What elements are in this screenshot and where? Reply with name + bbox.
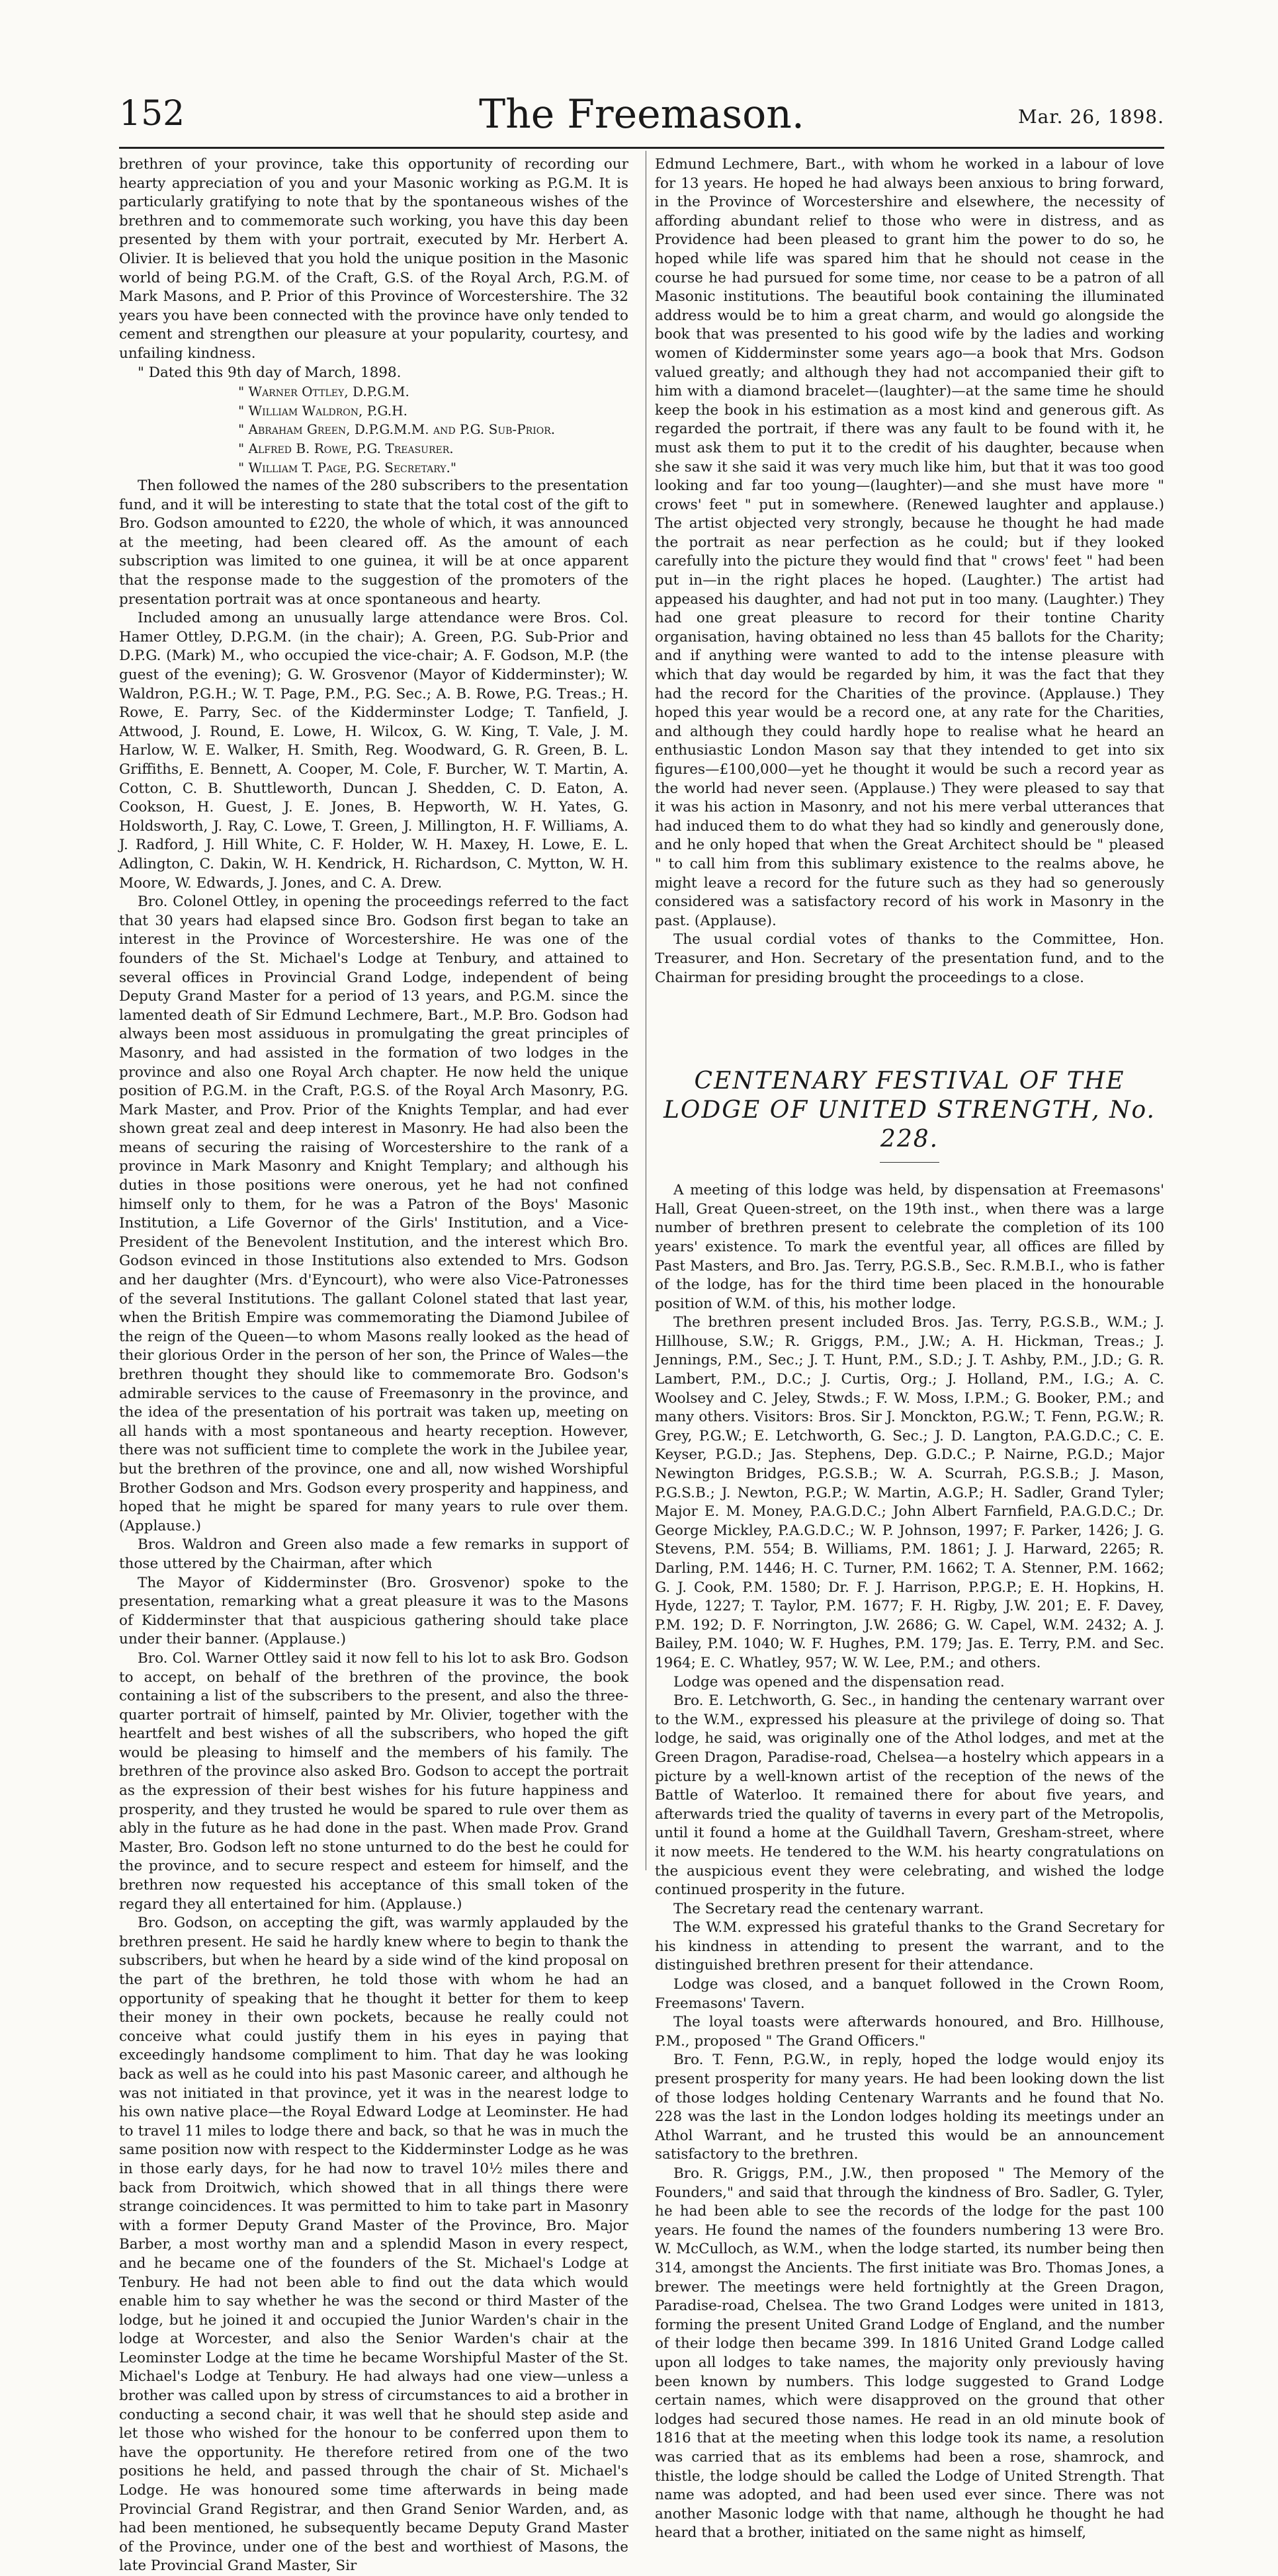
paragraph: Bro. Colonel Ottley, in opening the proceedings referred to the fact that 30 years had elapsed since Bro. Godson first began to take an interest in the Province of Worcestershire. He was one of the founders of the St. Michael's Lodge at Tenbury, and attained to several offices in Provincial Grand Lodge, independent of being Deputy Grand Master for a period of 13 years, and P.G.M. since the lamented death of Sir Edmund Lechmere, Bart., M.P. Bro. Godson had always been most assiduous in promulgating the great principles of Masonry, and had assisted in the formation of two lodges in the province and also one Royal Arch chapter. He now held the unique position of P.G.M. in the Craft, P.G.S. of the Royal Arch Masonry, P.G. Mark Master, and Prov. Prior of the Knights Templar, and had ever shown great zeal and deep interest in Masonry. He had also been the means of securing the raising of Worcestershire to the rank of a province in Mark Masonry and Knight Templary; and although his duties in those positions were onerous, yet he had not confined himself only to them, for he was a Patron of the Boys' Masonic Institution, a Life Governor of the Girls' Institution, and a Vice-President of the Benevolent Institution, and the interest which Bro. Godson evinced in those Institutions also extended to Mrs. Godson and her daughter (Mrs. d'Eyncourt), who were also Vice-Patronesses of the several Institutions. The gallant Colonel stated that last year, when the British Empire was commemorating the Diamond Jubilee of the reign of the Queen—to whom Masons really looked as the head of their glorious Order in the person of her son, the Prince of Wales—the brethren thought they should like to commemorate Bro. Godson's admirable services to the cause of Freemasonry in the province, and the idea of the presentation of his portrait was taken up, meeting on all hands with a most spontaneous and hearty reception. However, there was not sufficient time to complete the work in the Jubilee year, but the brethren of the province, one and all, now wished Worshipful Brother Godson and Mrs. Godson every prosperity and happiness, and hoped that he might be spared for many years to rule over them. (Applause.) bbox=[119, 893, 628, 1534]
paragraph: Bro. Godson, on accepting the gift, was warmly applauded by the brethren present. He said he hardly knew where to begin to thank the subscribers, but when he heard by a side wind of the kind proposal on the part of the brethren, he told those with whom he had an opportunity of speaking that he thought it better for them to keep their money in their own pockets, because he really could not conceive what could justify them in his eyes in paying that exceedingly handsome compliment to him. That day he was looking back as well as he could into his past Masonic career, and although he was not initiated in that province, yet it was in the nearest lodge to his own native place—the Royal Edward Lodge at Leominster. He had to travel 11 miles to lodge there and back, so that he was in much the same position now with respect to the Kidderminster Lodge as he was in those early days, for he had now to travel 10½ miles there and back from Droitwich, which showed that in all things there were strange coincidences. It was permitted to him to take part in Masonry with a former Deputy Grand Master of the Province, Bro. Major Barber, a most worthy man and a splendid Mason in every respect, and he became one of the founders of the St. Michael's Lodge at Tenbury. He had not been able to find out the data which would enable him to say whether he was the second or third Master of the lodge, but he joined it and occupied the Junior Warden's chair in the lodge at Worcester, and also the Senior Warden's chair at the Leominster Lodge at the time he became Worshipful Master of the St. Michael's Lodge at Tenbury. He had always had one view—unless a brother was called upon by stress of circumstances to aid a brother in conducting a second chair, it was well that he should step aside and let those who wished for the honour to be conferred upon them to have the opportunity. He therefore retired from one of the two positions he held, and passed through the chair of St. Michael's Lodge. He was honoured some time afterwards in being made Provincial Grand Registrar, and then Grand Senior Warden, and, as had been mentioned, he subsequently became Deputy Grand Master of the Province, under one of the best and worthiest of Masons, the late Provincial Grand Master, Sir bbox=[119, 1915, 628, 2575]
paragraph: A meeting of this lodge was held, by dispensation at Freemasons' Hall, Great Queen-street, on the 19th inst., when there was a large number of brethren present to celebrate the completion of its 100 years' existence. To mark the eventful year, all offices are filled by Past Masters, and Bro. Jas. Terry, P.G.S.B., Sec. R.M.B.I., who is father of the lodge, has for the third time been placed in the honourable position of W.M. of this, his mother lodge. bbox=[655, 1182, 1164, 1312]
paragraph: The brethren present included Bros. Jas. Terry, P.G.S.B., W.M.; J. Hillhouse, S.W.; R. Griggs, P.M., J.W.; A. H. Hickman, Treas.; J. Jennings, P.M., Sec.; J. T. Hunt, P.M., S.D.; J. T. Ashby, P.M., J.D.; G. R. Lambert, P.M., D.C.; J. Curtis, Org.; J. Holland, P.M., I.G.; A. C. Woolsey and C. Jeley, Stwds.; F. W. Moss, I.P.M.; G. Booker, P.M.; and many others. Visitors: Bros. Sir J. Monckton, P.G.W.; T. Fenn, P.G.W.; R. Grey, P.G.W.; E. Letchworth, G. Sec.; J. D. Langton, P.A.G.D.C.; C. E. Keyser, P.G.D.; Jas. Stephens, Dep. G.D.C.; P. Nairne, P.G.D.; Major Newington Bridges, P.G.S.B.; W. A. Scurrah, P.G.S.B.; J. Mason, P.G.S.B.; J. Newton, P.G.P.; W. Martin, A.G.P.; H. Sadler, Grand Tyler; Major E. M. Money, P.A.G.D.C.; John Albert Farnfield, P.A.G.D.C.; Dr. George Mickley, P.A.G.D.C.; W. P. Johnson, 1997; F. Parker, 1426; J. G. Stevens, P.M. 554; B. Williams, P.M. 1861; J. J. Harward, 2265; R. Darling, P.M. 1446; H. C. Turner, P.M. 1662; T. A. Stenner, P.M. 1662; G. J. Cook, P.M. 1580; Dr. F. J. Harrison, P.P.G.P.; E. H. Hopkins, H. Hyde, 1227; T. Taylor, P.M. 1677; F. H. Rigby, J.W. 201; E. F. Davey, P.M. 192; D. F. Norrington, J.W. 2686; G. W. Capel, W.M. 2432; A. J. Bailey, P.M. 1040; W. F. Hughes, P.M. 179; Jas. E. Terry, P.M. and Sec. 1964; E. C. Whatley, 957; W. W. Lee, P.M.; and others. bbox=[655, 1314, 1164, 1671]
paragraph: Bro. E. Letchworth, G. Sec., in handing the centenary warrant over to the W.M., expressed his pleasure at the privilege of doing so. That lodge, he said, was originally one of the Athol lodges, and met at the Green Dragon, Paradise-road, Chelsea—a hostelry which appears in a picture by a well-known artist of the reception of the news of the Battle of Waterloo. It remained there for about five years, and afterwards tried the quality of taverns in every part of the Metropolis, until it found a home at the Guildhall Tavern, Gresham-street, where it now meets. He tendered to the W.M. his hearty congratulations on the auspicious event they were celebrating, and wished the lodge continued prosperity in the future. bbox=[655, 1692, 1164, 1899]
paragraph: Included among an unusually large attendance were Bros. Col. Hamer Ottley, D.P.G.M. (in the chair); A. Green, P.G. Sub-Prior and D.P.G. (Mark) M., who occupied the vice-chair; A. F. Godson, M.P. (the guest of the evening); G. W. Grosvenor (Mayor of Kidderminster); W. Waldron, P.G.H.; W. T. Page, P.M., P.G. Sec.; A. B. Rowe, P.G. Treas.; H. Rowe, E. Parry, Sec. of the Kidderminster Lodge; T. Tanfield, J. Attwood, J. Round, E. Lowe, H. Wilcox, G. W. King, T. Vale, J. M. Harlow, W. E. Walker, H. Smith, Reg. Woodward, G. R. Green, B. L. Griffiths, E. Bennett, A. Cooper, M. Cole, F. Burcher, W. T. Martin, A. Cotton, C. B. Shuttleworth, Duncan J. Shedden, C. D. Eaton, A. Cookson, H. Guest, J. E. Jones, B. Hepworth, W. H. Yates, G. Holdsworth, J. Ray, C. Lowe, T. Green, J. Millington, H. F. Williams, A. J. Radford, J. Hill White, C. F. Holder, W. H. Maxey, H. Lowe, E. L. Adlington, C. Dakin, W. H. Kendrick, H. Richardson, C. Mytton, W. H. Moore, W. Edwards, J. Jones, and C. A. Drew. bbox=[119, 610, 628, 892]
signature-line: " Alfred B. Rowe, P.G. Treasurer. bbox=[238, 440, 454, 456]
paragraph: The W.M. expressed his grateful thanks to the Grand Secretary for his kindness in attending to present the warrant, and to the distinguished brethren present for their attendance. bbox=[655, 1919, 1164, 1974]
right-column bbox=[655, 155, 1164, 2542]
paragraph: Then followed the names of the 280 subscribers to the presentation fund, and it will be interesting to state that the total cost of the gift to Bro. Godson amounted to £220, the whole of which, it was announced at the meeting, had been cleared off. As the amount of each subscription was limited to one guinea, it will be at once apparent that the response made to the suggestion of the promoters of the presentation portrait was at once spontaneous and hearty. bbox=[119, 478, 628, 608]
article-heading: CENTENARY FESTIVAL OF THE LODGE OF UNITED STRENGTH, No. 228. bbox=[663, 1067, 1156, 1153]
paragraph: The Mayor of Kidderminster (Bro. Grosvenor) spoke to the presentation, remarking what a great pleasure it was to the Masons of Kidderminster that that auspicious gathering should take place under their banner. (Applause.) bbox=[119, 1574, 628, 1648]
paragraph: Bros. Waldron and Green also made a few remarks in support of those uttered by the Chairman, after which bbox=[119, 1536, 628, 1572]
paragraph: Bro. R. Griggs, P.M., J.W., then proposed " The Memory of the Founders," and said that through the kindness of Bro. Sadler, G. Tyler, he had been able to see the records of the lodge for the past 100 years. He found the names of the founders numbering 13 were Bro. W. McCulloch, as W.M., when the lodge started, its number being then 314, amongst the Ancients. The first initiate was Bro. Thomas Jones, a brewer. The meetings were held fortnightly at the Green Dragon, Paradise-road, Chelsea. The two Grand Lodges were united in 1813, forming the present United Grand Lodge of England, and the number of their lodge then became 399. In 1816 United Grand Lodge called upon all lodges to take names, the majority only previously having been known by numbers. This lodge suggested to Grand Lodge certain names, which were disapproved on the ground that other lodges had secured those names. He read in an old minute book of 1816 that at the meeting when this lodge took its name, a resolution was carried that as its emblems had been a rose, shamrock, and thistle, the lodge should be called the Lodge of United Strength. That name was adopted, and had been used ever since. There was not another Masonic lodge with that name, although he thought he had heard that a brother, initiated on the same night as himself, bbox=[655, 2165, 1164, 2542]
heading-rule bbox=[880, 1162, 939, 1163]
issue-date: Mar. 26, 1898. bbox=[1017, 106, 1164, 128]
paragraph: The loyal toasts were afterwards honoured, and Bro. Hillhouse, P.M., proposed " The Grand Officers." bbox=[655, 2014, 1164, 2050]
dated-line: " Dated this 9th day of March, 1898. bbox=[138, 364, 402, 381]
signature-line: " Abraham Green, D.P.G.M.M. and P.G. Sub-Prior. bbox=[238, 421, 556, 438]
left-column bbox=[119, 155, 628, 2575]
paragraph: The usual cordial votes of thanks to the Committee, Hon. Treasurer, and Hon. Secretary of the presentation fund, and to the Chairman for presiding brought the proceedings to a close. bbox=[655, 931, 1164, 986]
paragraph: brethren of your province, take this opportunity of recording our hearty appreciation of you and your Masonic working as P.G.M. It is particularly gratifying to note that by the spontaneous wishes of the brethren and to commemorate such working, you have this day been presented by them with your portrait, executed by Mr. Herbert A. Olivier. It is believed that you hold the unique position in the Masonic world of being P.G.M. of the Craft, G.S. of the Royal Arch, P.G.M. of Mark Masons, and P. Prior of this Province of Worcestershire. The 32 years you have been connected with the province have only tended to cement and strengthen our pleasure at your popularity, courtesy, and unfailing kindness. bbox=[119, 156, 628, 362]
paragraph: Lodge was closed, and a banquet followed in the Crown Room, Freemasons' Tavern. bbox=[655, 1976, 1164, 2012]
page-number: 152 bbox=[119, 94, 185, 134]
header-rule bbox=[119, 147, 1164, 149]
paragraph: Lodge was opened and the dispensation read. bbox=[673, 1673, 1005, 1690]
paragraph: Bro. T. Fenn, P.G.W., in reply, hoped the lodge would enjoy its present prosperity for many years. He had been looking down the list of those lodges holding Centenary Warrants and he found that No. 228 was the last in the London lodges holding its meetings under an Athol Warrant, and he trusted this would be an announcement satisfactory to the brethren. bbox=[655, 2052, 1164, 2163]
signature-line: " William T. Page, P.G. Secretary." bbox=[238, 459, 457, 476]
paragraph: Edmund Lechmere, Bart., with whom he worked in a labour of love for 13 years. He hoped he had always been anxious to bring forward, in the Province of Worcestershire and elsewhere, the necessity of affording abundant relief to those who were in distress, and as Providence had been pleased to grant him the power to do so, he hoped while life was spared him that he should not cease in the course he had pursued for some time, nor cease to be a patron of all Masonic institutions. The beautiful book containing the illuminated address would be to him a great charm, and would go alongside the book that was presented to his good wife by the ladies and working women of Kidderminster some years ago—a book that Mrs. Godson valued greatly; and although they had not accompanied their gift to him with a diamond bracelet—(laughter)—at the same time he should keep the book in his estimation as a most kind and generous gift. As regarded the portrait, if there was any fault to be found with it, he must ask them to put it to the credit of his daughter, because when she saw it she said it was very much like him, but that it was too good looking and far too young—(laughter)—and she must have more " crows' feet " put in somewhere. (Renewed laughter and applause.) The artist objected very strongly, because he thought he had made the portrait as near perfection as he could; but if they looked carefully into the picture they would find that " crows' feet " had been put in—in the right places he hoped. (Laughter.) The artist had appeased his daughter, and had not put in too many. (Laughter.) They had one great pleasure to record for their tontine Charity organisation, having obtained no less than 45 ballots for the Charity; and if anything were wanted to add to the intense pleasure with which that day would be regarded by him, it was the fact that they had the record for the Charities of the province. (Applause.) They hoped this year would be a record one, at any rate for the Charities, and although they could hardly hope to realise what he heard an enthusiastic London Mason say that they intended to get into six figures—£100,000—yet he thought it would be such a record year as the world had never seen. (Applause.) They were pleased to say that it was his action in Masonry, and not his mere verbal utterances that had induced them to do what they had so kindly and generously done, and he only hoped that when the Great Architect should be " pleased " to call him from this sublimary existence to the realms above, he might leave a record for the future such as they had so generously considered was a satisfactory record of his work in Masonry in the past. (Applause). bbox=[655, 156, 1164, 929]
page-title: The Freemason. bbox=[479, 91, 804, 138]
signature-line: " Warner Ottley, D.P.G.M. bbox=[238, 384, 409, 400]
masthead bbox=[119, 91, 1164, 144]
paragraph: Bro. Col. Warner Ottley said it now fell to his lot to ask Bro. Godson to accept, on behalf of the brethren of the province, the book containing a list of the subscribers to the present, and also the three-quarter portrait of himself, painted by Mr. Olivier, together with the heartfelt and best wishes of all the subscribers, who hoped the gift would be pleasing to himself and the members of his family. The brethren of the province also asked Bro. Godson to accept the portrait as the expression of their best wishes for his future happiness and prosperity, and they trusted he would be spared to rule over them as ably in the future as he had done in the past. When made Prov. Grand Master, Bro. Godson left no stone unturned to do the best he could for the province, and to secure respect and esteem for himself, and the brethren now requested his acceptance of this small token of the regard they all entertained for him. (Applause.) bbox=[119, 1649, 628, 1913]
paragraph: The Secretary read the centenary warrant. bbox=[673, 1900, 984, 1917]
signature-line: " William Waldron, P.G.H. bbox=[238, 402, 407, 419]
